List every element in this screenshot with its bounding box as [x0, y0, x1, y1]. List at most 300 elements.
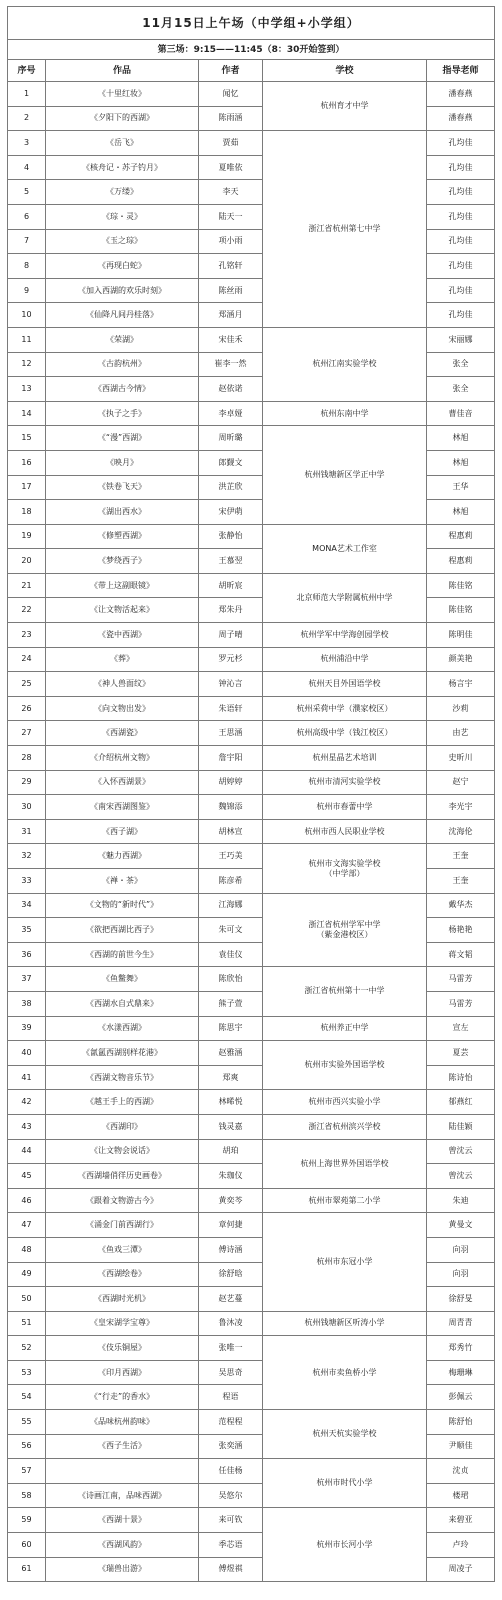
author-name: 罗元杉 — [199, 647, 263, 672]
work-title: 《瑞兽出游》 — [46, 1557, 199, 1582]
work-title: 《修塑西湖》 — [46, 524, 199, 549]
row-number: 39 — [8, 1016, 46, 1041]
work-title: 《十里红妆》 — [46, 82, 199, 107]
teacher-name: 沈海伦 — [427, 819, 495, 844]
teacher-name: 潘春燕 — [427, 82, 495, 107]
teacher-name: 向羽 — [427, 1237, 495, 1262]
author-name: 李天 — [199, 180, 263, 205]
school-name-line: （紫金港校区） — [316, 929, 373, 939]
table-row — [8, 672, 495, 697]
author-name: 赵艺蔓 — [199, 1287, 263, 1312]
table-row — [8, 770, 495, 795]
school-name — [263, 795, 427, 820]
author-name: 胡林宣 — [199, 819, 263, 844]
row-number: 20 — [8, 549, 46, 574]
work-title: 《再现白蛇》 — [46, 254, 199, 279]
author-name: 詹宇阳 — [199, 746, 263, 771]
row-number: 58 — [8, 1483, 46, 1508]
row-number: 13 — [8, 377, 46, 402]
work-title: 《西湖印》 — [46, 1114, 199, 1139]
teacher-name: 孔均佳 — [427, 278, 495, 303]
teacher-name: 郑秀竹 — [427, 1336, 495, 1361]
school-name — [263, 524, 427, 573]
row-number: 18 — [8, 500, 46, 525]
teacher-name: 陈舒怡 — [427, 1410, 495, 1435]
author-name: 熊子萱 — [199, 991, 263, 1016]
teacher-name: 程惠莉 — [427, 524, 495, 549]
work-title: 《古韵杭州》 — [46, 352, 199, 377]
teacher-name: 林旭 — [427, 450, 495, 475]
teacher-name: 楼珺 — [427, 1483, 495, 1508]
work-title: 《介绍杭州文物》 — [46, 746, 199, 771]
row-number: 52 — [8, 1336, 46, 1361]
row-number: 15 — [8, 426, 46, 451]
author-name: 章何捷 — [199, 1213, 263, 1238]
row-number: 31 — [8, 819, 46, 844]
work-title: 《涌金门前西湖行》 — [46, 1213, 199, 1238]
work-title: 《琮・灵》 — [46, 204, 199, 229]
table-row — [8, 746, 495, 771]
row-number: 27 — [8, 721, 46, 746]
school-name-line: 杭州学军中学海创园学校 — [300, 629, 389, 639]
row-number: 32 — [8, 844, 46, 869]
row-number: 30 — [8, 795, 46, 820]
work-title — [46, 1459, 199, 1484]
work-title: 《加入西湖的欢乐时刻》 — [46, 278, 199, 303]
teacher-name: 曾沈云 — [427, 1139, 495, 1164]
teacher-name: 杨艳艳 — [427, 918, 495, 943]
row-number: 51 — [8, 1311, 46, 1336]
row-number: 43 — [8, 1114, 46, 1139]
teacher-name: 张全 — [427, 352, 495, 377]
teacher-name: 沈贞 — [427, 1459, 495, 1484]
table-row — [8, 1213, 495, 1238]
work-title: 《西湖绘卷》 — [46, 1262, 199, 1287]
teacher-name: 郁燕红 — [427, 1090, 495, 1115]
author-name: 陈思宇 — [199, 1016, 263, 1041]
row-number: 22 — [8, 598, 46, 623]
row-number: 49 — [8, 1262, 46, 1287]
table-row — [8, 795, 495, 820]
work-title: 《越王手上的西湖》 — [46, 1090, 199, 1115]
school-name — [263, 327, 427, 401]
school-name — [263, 1410, 427, 1459]
table-body — [8, 82, 495, 1582]
author-name: 宋佳禾 — [199, 327, 263, 352]
work-title: 《仙降凡间丹桂落》 — [46, 303, 199, 328]
row-number: 29 — [8, 770, 46, 795]
teacher-name: 周凌子 — [427, 1557, 495, 1582]
school-name-line: 杭州市春蕾中学 — [316, 802, 373, 812]
row-number: 33 — [8, 869, 46, 894]
school-name — [263, 1311, 427, 1336]
row-number: 55 — [8, 1410, 46, 1435]
work-title: 《葬》 — [46, 647, 199, 672]
teacher-name: 程惠莉 — [427, 549, 495, 574]
header-school: 学校 — [263, 60, 427, 82]
school-name-line: （中学部） — [324, 868, 365, 878]
work-title: 《西子生活》 — [46, 1434, 199, 1459]
work-title: 《西湖水自式鼎来》 — [46, 991, 199, 1016]
work-title: 《让文物会说话》 — [46, 1139, 199, 1164]
school-name — [263, 1213, 427, 1311]
author-name: 周子晴 — [199, 623, 263, 648]
row-number: 47 — [8, 1213, 46, 1238]
school-name — [263, 1188, 427, 1213]
author-name: 王思涵 — [199, 721, 263, 746]
school-name — [263, 1090, 427, 1115]
school-name-line: 浙江省杭州滨兴学校 — [308, 1121, 381, 1131]
teacher-name: 孔均佳 — [427, 180, 495, 205]
school-name-line: 浙江省杭州第七中学 — [308, 224, 381, 234]
work-title: 《诗画江南，品味西湖》 — [46, 1483, 199, 1508]
teacher-name: 戴华杰 — [427, 893, 495, 918]
table-row — [8, 1041, 495, 1066]
school-name-line: 杭州市清河实验学校 — [308, 777, 381, 787]
row-number: 34 — [8, 893, 46, 918]
author-name: 胡珀 — [199, 1139, 263, 1164]
school-name-line: 浙江省杭州第十一中学 — [304, 986, 385, 996]
work-title: 《西湖时光机》 — [46, 1287, 199, 1312]
school-name-line: 杭州市翠苑第二小学 — [308, 1195, 381, 1205]
author-name: 宋伊萌 — [199, 500, 263, 525]
table-row — [8, 131, 495, 156]
teacher-name: 尹顺佳 — [427, 1434, 495, 1459]
teacher-name: 赵宁 — [427, 770, 495, 795]
author-name: 鲁沐凌 — [199, 1311, 263, 1336]
work-title: 《西湖的前世今生》 — [46, 942, 199, 967]
author-name: 黄奕芩 — [199, 1188, 263, 1213]
row-number: 56 — [8, 1434, 46, 1459]
work-title: 《映月》 — [46, 450, 199, 475]
page-title: 11月15日上午场（中学组+小学组） — [8, 7, 495, 40]
school-name-line: 杭州高级中学（钱江校区） — [296, 728, 393, 738]
work-title: 《西湖风韵》 — [46, 1533, 199, 1558]
work-title: 《西湖文物音乐节》 — [46, 1065, 199, 1090]
table-row — [8, 524, 495, 549]
table-row — [8, 573, 495, 598]
school-name-line: 杭州星晶艺术培训 — [312, 752, 377, 762]
row-number: 4 — [8, 155, 46, 180]
teacher-name: 卢玲 — [427, 1533, 495, 1558]
author-name: 王巧美 — [199, 844, 263, 869]
table-row — [8, 1139, 495, 1164]
work-title: 《向文物出发》 — [46, 696, 199, 721]
row-number: 24 — [8, 647, 46, 672]
row-number: 46 — [8, 1188, 46, 1213]
author-name: 朱可文 — [199, 918, 263, 943]
author-name: 郎觐文 — [199, 450, 263, 475]
teacher-name: 马雷芳 — [427, 991, 495, 1016]
work-title: 《湖出西水》 — [46, 500, 199, 525]
teacher-name: 陈诗怡 — [427, 1065, 495, 1090]
school-name-line: 杭州天目外国语学校 — [308, 679, 381, 689]
school-name — [263, 82, 427, 131]
author-name: 夏唯依 — [199, 155, 263, 180]
author-name: 张奕涵 — [199, 1434, 263, 1459]
row-number: 21 — [8, 573, 46, 598]
row-number: 48 — [8, 1237, 46, 1262]
author-name: 闻忆 — [199, 82, 263, 107]
work-title: 《皇宋湖学宝尊》 — [46, 1311, 199, 1336]
author-name: 王慕翌 — [199, 549, 263, 574]
row-number: 23 — [8, 623, 46, 648]
author-name: 孔铭轩 — [199, 254, 263, 279]
school-name-line: 杭州江南实验学校 — [312, 359, 377, 369]
work-title: 《玉之琮》 — [46, 229, 199, 254]
table-row — [8, 696, 495, 721]
school-name — [263, 1508, 427, 1582]
work-title: 《西湖墙俏徉历史画卷》 — [46, 1164, 199, 1189]
row-number: 1 — [8, 82, 46, 107]
row-number: 26 — [8, 696, 46, 721]
work-title: 《水漾西湖》 — [46, 1016, 199, 1041]
row-number: 36 — [8, 942, 46, 967]
teacher-name: 王奎 — [427, 844, 495, 869]
row-number: 57 — [8, 1459, 46, 1484]
teacher-name: 彭佩云 — [427, 1385, 495, 1410]
table-row — [8, 82, 495, 107]
teacher-name: 陈明佳 — [427, 623, 495, 648]
teacher-name: 宋丽娜 — [427, 327, 495, 352]
author-name: 李卓娅 — [199, 401, 263, 426]
author-name: 钟沁言 — [199, 672, 263, 697]
row-number: 7 — [8, 229, 46, 254]
school-name — [263, 1139, 427, 1188]
teacher-name: 林旭 — [427, 500, 495, 525]
row-number: 2 — [8, 106, 46, 131]
author-name: 傅诗涵 — [199, 1237, 263, 1262]
row-number: 6 — [8, 204, 46, 229]
teacher-name: 徐舒旻 — [427, 1287, 495, 1312]
teacher-name: 孔均佳 — [427, 131, 495, 156]
author-name: 魏锦添 — [199, 795, 263, 820]
work-title: 《瓷中西湖》 — [46, 623, 199, 648]
table-row — [8, 1114, 495, 1139]
author-name: 张唯一 — [199, 1336, 263, 1361]
teacher-name: 孔均佳 — [427, 254, 495, 279]
author-name: 程语 — [199, 1385, 263, 1410]
school-name — [263, 844, 427, 893]
teacher-name: 孔均佳 — [427, 229, 495, 254]
author-name: 范程程 — [199, 1410, 263, 1435]
work-title: 《鱼鳖舞》 — [46, 967, 199, 992]
author-name: 陆天一 — [199, 204, 263, 229]
author-name: 周昕璐 — [199, 426, 263, 451]
teacher-name: 来碧亚 — [427, 1508, 495, 1533]
work-title: 《跟着文物游古今》 — [46, 1188, 199, 1213]
work-title: 《魅力西湖》 — [46, 844, 199, 869]
schedule-table — [7, 6, 495, 1582]
row-number: 38 — [8, 991, 46, 1016]
work-title: 《万缕》 — [46, 180, 199, 205]
row-number: 8 — [8, 254, 46, 279]
school-name-line: 杭州市卖鱼桥小学 — [312, 1367, 377, 1377]
teacher-name: 陈佳铭 — [427, 573, 495, 598]
school-name — [263, 967, 427, 1016]
work-title: 《岳飞》 — [46, 131, 199, 156]
school-name-line: 杭州市长河小学 — [316, 1539, 373, 1549]
author-name: 洪芷欣 — [199, 475, 263, 500]
teacher-name: 马雷芳 — [427, 967, 495, 992]
session-info: 第三场：9:15——11:45（8：30开始签到） — [8, 40, 495, 60]
table-row — [8, 1188, 495, 1213]
table-header-row — [8, 60, 495, 82]
school-name-line: 杭州市时代小学 — [316, 1478, 373, 1488]
teacher-name: 曹佳音 — [427, 401, 495, 426]
row-number: 9 — [8, 278, 46, 303]
table-row — [8, 623, 495, 648]
author-name: 朱珈仪 — [199, 1164, 263, 1189]
row-number: 17 — [8, 475, 46, 500]
author-name: 郑朱丹 — [199, 598, 263, 623]
work-title: 《执子之手》 — [46, 401, 199, 426]
work-title: 《禅・茶》 — [46, 869, 199, 894]
work-title: 《西湖瓷》 — [46, 721, 199, 746]
row-number: 59 — [8, 1508, 46, 1533]
school-name-line: 杭州钱塘新区学正中学 — [304, 470, 385, 479]
work-title: 《印月西湖》 — [46, 1360, 199, 1385]
school-name — [263, 721, 427, 746]
row-number: 12 — [8, 352, 46, 377]
table-row — [8, 1311, 495, 1336]
row-number: 61 — [8, 1557, 46, 1582]
teacher-name: 张全 — [427, 377, 495, 402]
author-name: 郑涵月 — [199, 303, 263, 328]
teacher-name: 孔均佳 — [427, 155, 495, 180]
header-no: 序号 — [8, 60, 46, 82]
author-name: 任佳杨 — [199, 1459, 263, 1484]
school-name — [263, 573, 427, 622]
teacher-name: 曾沈云 — [427, 1164, 495, 1189]
row-number: 42 — [8, 1090, 46, 1115]
school-name-line: 杭州市西人民职业学校 — [304, 826, 385, 836]
table-row — [8, 401, 495, 426]
work-title: 《荣湖》 — [46, 327, 199, 352]
row-number: 35 — [8, 918, 46, 943]
author-name: 傅煜祺 — [199, 1557, 263, 1582]
work-title: 《西子湖》 — [46, 819, 199, 844]
table-row — [8, 426, 495, 451]
school-name-line: 杭州市西兴实验小学 — [308, 1097, 381, 1107]
teacher-name: 颜美艳 — [427, 647, 495, 672]
work-title: 《氤氲西湖别样花港》 — [46, 1041, 199, 1066]
school-name-line: 杭州市实验外国语学校 — [304, 1060, 385, 1070]
author-name: 袁佳仪 — [199, 942, 263, 967]
school-name-line: 杭州上海世界外国语学校 — [300, 1158, 389, 1168]
author-name: 陈雨涵 — [199, 106, 263, 131]
author-name: 陈欣怡 — [199, 967, 263, 992]
row-number: 10 — [8, 303, 46, 328]
row-number: 28 — [8, 746, 46, 771]
author-name: 赵依诺 — [199, 377, 263, 402]
author-name: 赵雅涵 — [199, 1041, 263, 1066]
school-name — [263, 401, 427, 426]
work-title: 《品味杭州韵味》 — [46, 1410, 199, 1435]
row-number: 60 — [8, 1533, 46, 1558]
header-work: 作品 — [46, 60, 199, 82]
author-name: 江海娜 — [199, 893, 263, 918]
work-title: 《入怀西湖景》 — [46, 770, 199, 795]
school-name — [263, 647, 427, 672]
author-name: 陈彦希 — [199, 869, 263, 894]
work-title: 《南宋西湖图鉴》 — [46, 795, 199, 820]
author-name: 项小雨 — [199, 229, 263, 254]
row-number: 25 — [8, 672, 46, 697]
row-number: 37 — [8, 967, 46, 992]
author-name: 季芯语 — [199, 1533, 263, 1558]
school-name — [263, 696, 427, 721]
school-name — [263, 131, 427, 328]
table-row — [8, 893, 495, 918]
teacher-name: 由艺 — [427, 721, 495, 746]
work-title: 《“漫”西湖》 — [46, 426, 199, 451]
author-name: 钱灵嘉 — [199, 1114, 263, 1139]
author-name: 郑爽 — [199, 1065, 263, 1090]
table-row — [8, 1410, 495, 1435]
school-name-line: 杭州养正中学 — [320, 1023, 369, 1033]
school-name-line: 杭州采荷中学（濮家校区） — [296, 703, 393, 713]
school-name — [263, 893, 427, 967]
teacher-name: 史昕川 — [427, 746, 495, 771]
author-name: 陈丝雨 — [199, 278, 263, 303]
row-number: 40 — [8, 1041, 46, 1066]
header-teacher: 指导老师 — [427, 60, 495, 82]
work-title: 《核舟记・苏子钓月》 — [46, 155, 199, 180]
row-number: 44 — [8, 1139, 46, 1164]
teacher-name: 蒋文韬 — [427, 942, 495, 967]
teacher-name: 周青青 — [427, 1311, 495, 1336]
author-name: 林晞悦 — [199, 1090, 263, 1115]
author-name: 吴悠尔 — [199, 1483, 263, 1508]
teacher-name: 宣左 — [427, 1016, 495, 1041]
teacher-name: 杨言宇 — [427, 672, 495, 697]
work-title: 《西湖古今情》 — [46, 377, 199, 402]
table-row — [8, 967, 495, 992]
work-title: 《鱼戏三潭》 — [46, 1237, 199, 1262]
work-title: 《伎乐铜屋》 — [46, 1336, 199, 1361]
teacher-name: 孔均佳 — [427, 303, 495, 328]
school-name-line: 杭州育才中学 — [320, 101, 369, 111]
teacher-name: 夏芸 — [427, 1041, 495, 1066]
table-row — [8, 327, 495, 352]
work-title: 《梦绕西子》 — [46, 549, 199, 574]
teacher-name: 陆佳颖 — [427, 1114, 495, 1139]
school-name-line: MONA艺术工作室 — [312, 543, 377, 553]
school-name — [263, 819, 427, 844]
teacher-name: 陈佳铭 — [427, 598, 495, 623]
author-name: 徐舒晗 — [199, 1262, 263, 1287]
work-title: 《让文物活起来》 — [46, 598, 199, 623]
row-number: 16 — [8, 450, 46, 475]
work-title: 《文物的“新时代”》 — [46, 893, 199, 918]
work-title: 《铁卷飞天》 — [46, 475, 199, 500]
teacher-name: 李光宇 — [427, 795, 495, 820]
row-number: 50 — [8, 1287, 46, 1312]
school-name — [263, 672, 427, 697]
school-name — [263, 1459, 427, 1508]
row-number: 11 — [8, 327, 46, 352]
table-row — [8, 1090, 495, 1115]
teacher-name: 梅珊琳 — [427, 1360, 495, 1385]
row-number: 3 — [8, 131, 46, 156]
school-name-line: 杭州东南中学 — [320, 408, 369, 418]
school-name-line: 杭州市东冠小学 — [316, 1257, 373, 1266]
row-number: 53 — [8, 1360, 46, 1385]
table-row — [8, 819, 495, 844]
row-number: 14 — [8, 401, 46, 426]
school-name-line: 杭州钱塘新区听涛小学 — [304, 1318, 385, 1328]
